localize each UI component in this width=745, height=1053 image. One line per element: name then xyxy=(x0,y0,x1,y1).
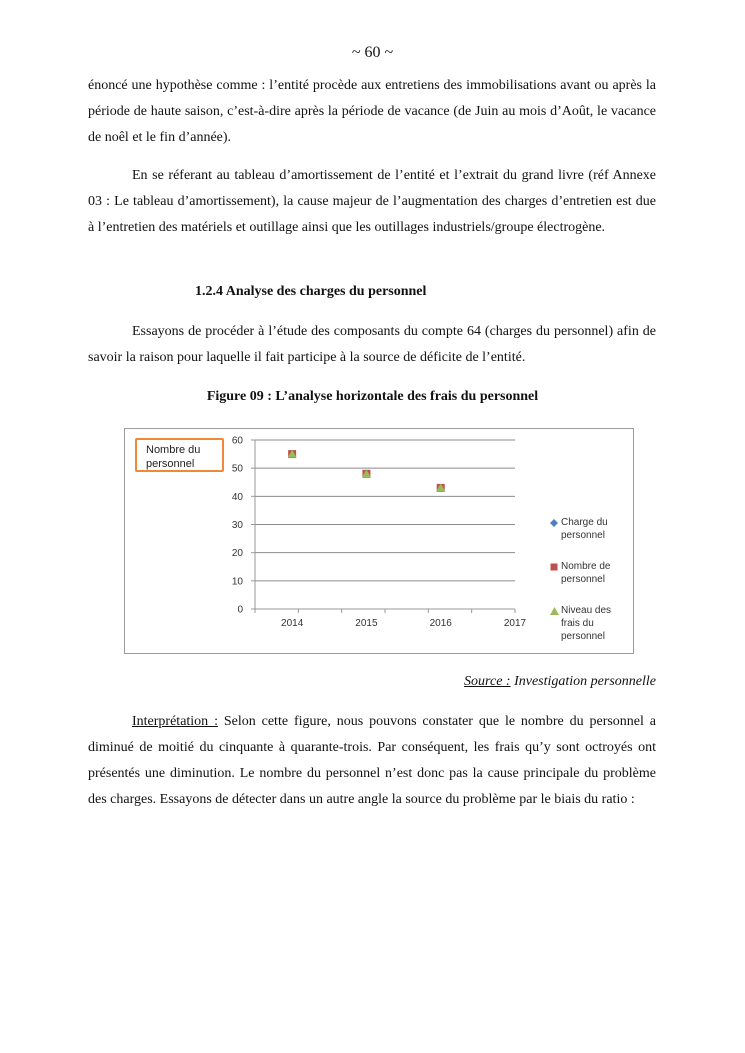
legend-item-charge xyxy=(550,516,630,542)
x-tick-label: 2014 xyxy=(281,618,304,629)
paragraph-interpretation xyxy=(88,709,656,813)
legend-label: Nombre de personnel xyxy=(561,561,611,585)
chart xyxy=(124,428,634,654)
paragraph-hypothese: énoncé une hypothèse comme : l’entité procède aux entretiens des immobilisations avant ou après la période de haute saison, c’est-à-dire après la période de vacance (de Juin au mois d’Août, le vacance de noêl et le fin d’année). xyxy=(88,78,656,145)
paragraph-amortissement: En se réferant au tableau d’amortissement de l’entité et l’extrait du grand livre (réf Annexe 03 : Le tableau d’amortissement), la cause majeur de l’augmentation des charges d’entretien est due à l’entretien des matériels et outillage ainsi que les outillages industriels/groupe électrogène. xyxy=(88,168,656,235)
y-tick-label: 20 xyxy=(231,548,243,560)
source-text: Investigation personnelle xyxy=(510,674,656,689)
interpretation-label: Interprétation : xyxy=(132,714,218,729)
legend-diamond-icon xyxy=(550,519,558,527)
legend-label: Niveau des frais du personnel xyxy=(561,605,612,642)
figure-source xyxy=(464,674,656,690)
x-tick-label: 2017 xyxy=(503,618,527,629)
legend-item-niveau xyxy=(550,604,630,643)
x-tick-label: 2016 xyxy=(429,618,452,629)
y-tick-label: 0 xyxy=(237,604,243,616)
source-label: Source : xyxy=(464,674,511,689)
paragraph-compte-64: Essayons de procéder à l’étude des composants du compte 64 (charges du personnel) afin de savoir la raison pour laquelle il fait participe à la source de déficite de l’entité. xyxy=(88,324,656,365)
interpretation-text: Selon cette figure, nous pouvons constater que le nombre du personnel a diminué de moitié du cinquante à quarante-trois. Par conséquent, les frais qu’y sont octroyés ont présentés une diminution. Le nombre du personnel n’est donc pas la cause principale du problème des charges. Essayons de détecter dans un autre angle la source du problème par le biais du ratio : xyxy=(88,714,657,807)
section-heading: 1.2.4 Analyse des charges du personnel xyxy=(195,284,427,299)
y-tick-label: 60 xyxy=(231,435,243,447)
y-tick-label: 50 xyxy=(231,463,243,475)
y-tick-label: 30 xyxy=(231,520,243,531)
chart-y-label: Nombre du personnel xyxy=(135,438,224,472)
y-tick-label: 40 xyxy=(231,491,243,503)
legend-item-nombre xyxy=(550,560,630,586)
page-number: ~ 60 ~ xyxy=(351,44,394,61)
legend-label: Charge du personnel xyxy=(561,517,608,541)
legend-triangle-icon xyxy=(550,607,559,615)
y-tick-label: 10 xyxy=(231,576,243,588)
x-tick-label: 2015 xyxy=(355,618,378,629)
legend-square-icon xyxy=(550,563,558,571)
figure-title: Figure 09 : L’analyse horizontale des frais du personnel xyxy=(206,389,539,404)
